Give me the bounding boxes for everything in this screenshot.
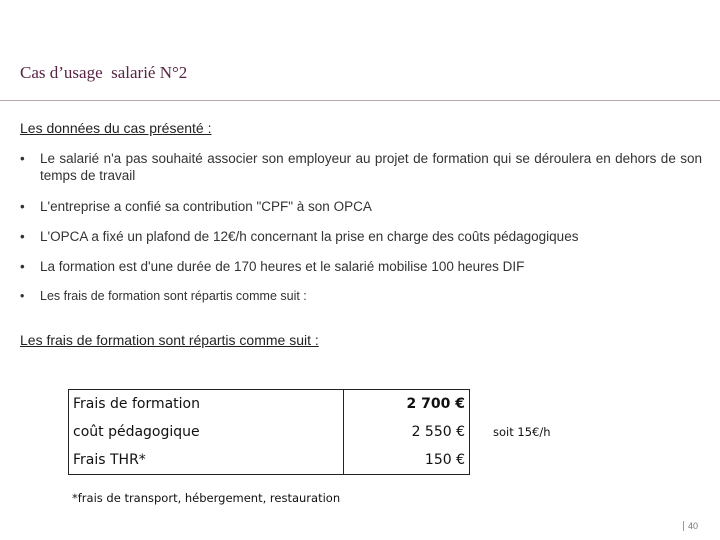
- bullet-text: L'OPCA a fixé un plafond de 12€/h concernant la prise en charge des coûts pédagogiques: [40, 229, 579, 244]
- costs-heading-text: Les frais de formation sont répartis comme suit: [20, 332, 312, 348]
- hourly-rate-note: soit 15€/h: [493, 425, 551, 439]
- costs-table: [68, 389, 470, 475]
- bullet-text: Le salarié n'a pas souhaité associer son employeur au projet de formation qui se déroulera en dehors de son temps de travail: [40, 151, 702, 183]
- cost-amount: 150 €: [344, 446, 470, 475]
- list-item: [20, 288, 702, 305]
- case-data-list: [20, 150, 702, 305]
- page-number: 40: [683, 521, 698, 531]
- list-item: [20, 258, 702, 275]
- bullet-text: Les frais de formation sont répartis comme suit :: [40, 289, 307, 303]
- cost-label: coût pédagogique: [69, 418, 344, 446]
- costs-heading: [20, 332, 319, 348]
- bullet-icon: •: [20, 289, 25, 303]
- case-data-heading: Les données du cas présenté :: [20, 120, 212, 136]
- bullet-text: L'entreprise a confié sa contribution "CPF" à son OPCA: [40, 199, 372, 214]
- bullet-icon: •: [20, 151, 25, 166]
- bullet-text: La formation est d'une durée de 170 heures et le salarié mobilise 100 heures DIF: [40, 259, 525, 274]
- cost-amount: 2 550 €: [344, 418, 470, 446]
- footnote: *frais de transport, hébergement, restauration: [72, 491, 341, 505]
- title-divider: [0, 100, 720, 101]
- cost-label: Frais THR*: [69, 446, 344, 475]
- slide-title: Cas d’usage salarié N°2: [20, 63, 188, 82]
- list-item: [20, 150, 702, 184]
- list-item: [20, 198, 702, 215]
- bullet-icon: •: [20, 259, 25, 274]
- cost-label: Frais de formation: [69, 390, 344, 419]
- bullet-icon: •: [20, 229, 25, 244]
- list-item: [20, 228, 702, 245]
- bullet-icon: •: [20, 199, 25, 214]
- table-row: [69, 418, 470, 446]
- table-row: [69, 446, 470, 475]
- costs-heading-colon: :: [311, 332, 319, 348]
- cost-amount: 2 700 €: [344, 390, 470, 419]
- table-row: [69, 390, 470, 419]
